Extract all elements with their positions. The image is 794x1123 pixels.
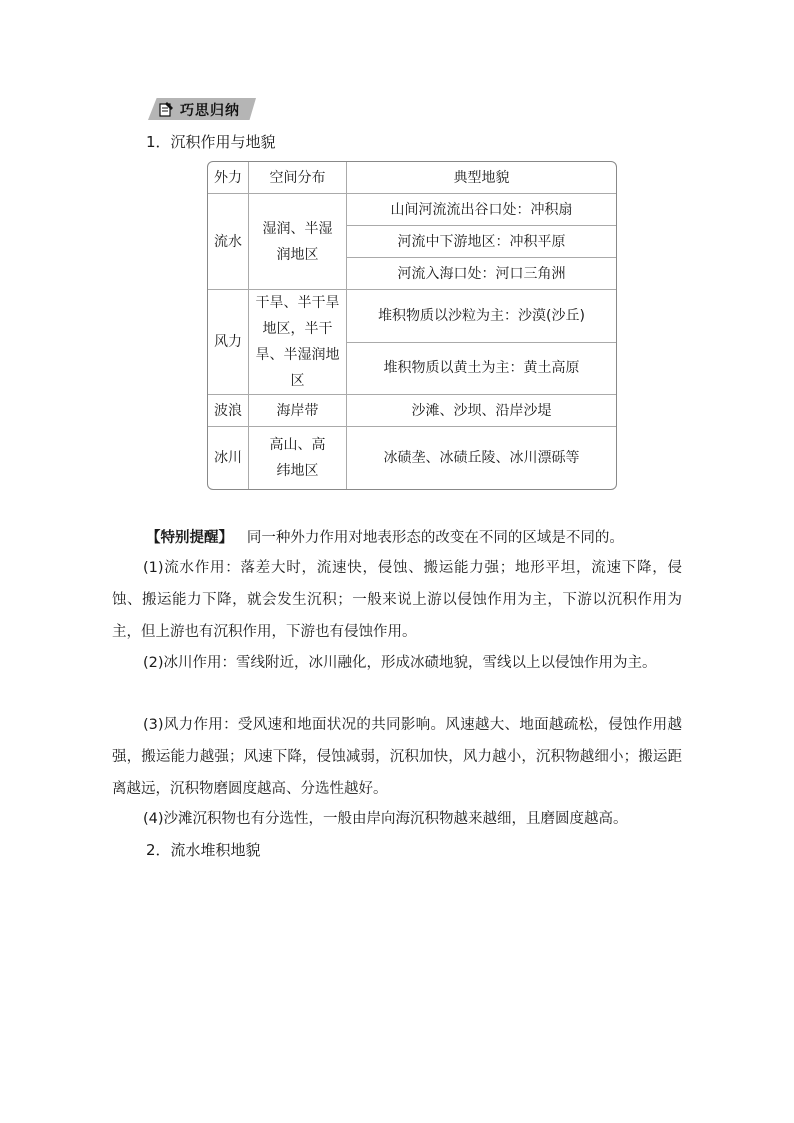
landform-cell: 河流入海口处：河口三角洲 — [347, 258, 616, 290]
landform-table — [207, 161, 617, 490]
paragraph-3 — [112, 709, 682, 805]
paragraph-text: (1)流水作用：落差大时，流速快，侵蚀、搬运能力强；地形平坦，流速下降，侵蚀、搬运能力下降，就会发生沉积；一般来说上游以侵蚀作用为主，下游以沉积作用为主，但上游也有沉积作用，下游也有侵蚀作用。 — [112, 560, 682, 640]
table-row — [208, 427, 616, 489]
banner-label: 巧思归纳 — [180, 103, 240, 119]
special-note — [146, 526, 624, 547]
area-cell: 湿润、半湿润地区 — [249, 194, 347, 290]
area-cell: 高山、高纬地区 — [249, 427, 347, 489]
landform-cell: 堆积物质以黄土为主：黄土高原 — [347, 343, 616, 396]
table-row — [208, 290, 616, 343]
header-cell: 典型地貌 — [347, 162, 616, 194]
header-cell: 外力 — [208, 162, 249, 194]
landform-cell: 山间河流流出谷口处：冲积扇 — [347, 194, 616, 226]
paragraph-text: (4)沙滩沉积物也有分选性，一般由岸向海沉积物越来越细，且磨圆度越高。 — [143, 811, 628, 827]
landform-cell: 堆积物质以沙粒为主：沙漠(沙丘) — [347, 290, 616, 343]
area-cell: 干旱、半干旱地区，半干旱、半湿润地区 — [249, 290, 347, 395]
section-title-2: 2．流水堆积地貌 — [146, 841, 261, 859]
note-text: 同一种外力作用对地表形态的改变在不同的区域是不同的。 — [246, 530, 624, 546]
section-banner — [148, 98, 256, 120]
header-cell: 空间分布 — [249, 162, 347, 194]
landform-cell: 冰碛垄、冰碛丘陵、冰川漂砾等 — [383, 450, 580, 466]
paragraph-2 — [112, 647, 682, 679]
paragraph-text: (2)冰川作用：雪线附近，冰川融化，形成冰碛地貌，雪线以上以侵蚀作用为主。 — [143, 655, 657, 671]
note-label: 【特别提醒】 — [146, 530, 233, 546]
table-row — [208, 194, 616, 226]
section-title-1: 1．沉积作用与地貌 — [146, 133, 276, 151]
table-header-row — [208, 162, 616, 194]
force-cell: 风力 — [208, 290, 249, 395]
force-cell: 波浪 — [208, 395, 249, 427]
paragraph-1 — [112, 552, 682, 648]
paragraph-text: (3)风力作用：受风速和地面状况的共同影响。风速越大、地面越疏松，侵蚀作用越强，搬运能力越强；风速下降，侵蚀减弱，沉积加快，风力越小，沉积物越细小；搬运距离越远，沉积物磨圆度越高、分选性越好。 — [112, 717, 682, 797]
area-cell: 海岸带 — [249, 395, 347, 427]
table-row — [208, 395, 616, 427]
landform-cell: 沙滩、沙坝、沿岸沙堤 — [347, 395, 616, 427]
landform-cell: 河流中下游地区：冲积平原 — [347, 226, 616, 258]
force-cell: 冰川 — [208, 427, 249, 489]
paragraph-4 — [112, 803, 682, 835]
force-cell: 流水 — [208, 194, 249, 290]
pen-icon — [158, 101, 174, 117]
